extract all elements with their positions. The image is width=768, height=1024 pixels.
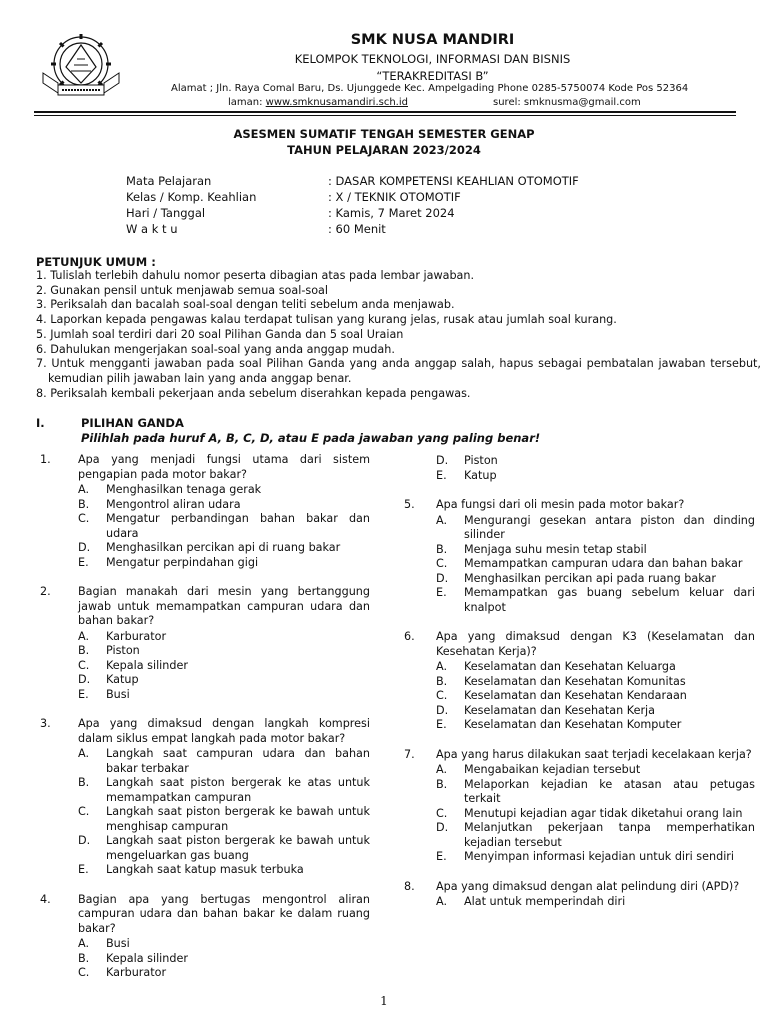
option-text: Langkah saat campuran udara dan bahan bakar terbakar <box>106 747 370 775</box>
option <box>78 966 370 981</box>
option-list <box>436 895 755 910</box>
option <box>78 673 370 688</box>
option <box>78 834 370 863</box>
option-text: Karburator <box>106 966 167 979</box>
option-letter: D. <box>436 454 449 467</box>
option <box>436 778 755 807</box>
option-letter: A. <box>436 895 448 908</box>
option-letter: E. <box>436 850 447 863</box>
option <box>436 543 755 558</box>
web-label: laman: <box>228 97 263 108</box>
info-label: Hari / Tanggal <box>126 206 206 220</box>
instruction-item: 2. Gunakan pensil untuk menjawab semua soal-soal <box>36 283 329 297</box>
option-text: Katup <box>106 673 139 686</box>
option-text: Mengabaikan kejadian tersebut <box>464 763 641 776</box>
option-text: Mengontrol aliran udara <box>106 497 241 511</box>
option <box>78 556 370 571</box>
option <box>436 469 755 484</box>
email-text: surel: smknusma@gmail.com <box>493 97 641 108</box>
option-letter: E. <box>436 718 447 731</box>
question-number: 3. <box>40 717 51 730</box>
option-letter: B. <box>436 542 448 556</box>
option-text: Memampatkan campuran udara dan bahan bakar <box>464 557 743 570</box>
option-text: Langkah saat piston bergerak ke bawah untuk menghisap campuran <box>106 805 370 833</box>
instruction-item: 8. Periksalah kembali pekerjaan anda sebelum diserahkan kepada pengawas. <box>36 386 471 400</box>
option-text: Keselamatan dan Kesehatan Komunitas <box>464 674 686 688</box>
questions-left-column <box>36 453 370 981</box>
option-letter: C. <box>78 805 90 818</box>
school-contact <box>228 96 748 109</box>
info-value: : DASAR KOMPETENSI KEAHLIAN OTOMOTIF <box>328 174 579 188</box>
option-list <box>436 514 755 616</box>
option-letter: A. <box>436 513 448 527</box>
option-list <box>78 937 370 981</box>
option-letter: B. <box>78 776 90 789</box>
option-text: Menjaga suhu mesin tetap stabil <box>464 542 647 556</box>
option-text: Mengurangi gesekan antara piston dan dinding silinder <box>464 513 755 541</box>
option <box>78 776 370 805</box>
option-text: Katup <box>464 468 497 482</box>
option-letter: A. <box>436 763 448 776</box>
info-row <box>126 206 686 222</box>
instructions-list <box>36 269 761 401</box>
question-text: Bagian apa yang bertugas mengontrol aliran campuran udara dan bahan bakar ke dalam ruang bakar? <box>78 892 370 935</box>
option-letter: B. <box>78 644 90 657</box>
option <box>436 514 755 543</box>
school-group: KELOMPOK TEKNOLOGI, INFORMASI DAN BISNIS <box>294 52 571 66</box>
school-logo <box>38 31 124 101</box>
question-text: Bagian manakah dari mesin yang bertanggung jawab untuk memampatkan campuran udara dan bahan bakar? <box>78 585 370 627</box>
option-letter: D. <box>78 834 91 847</box>
question <box>400 748 755 865</box>
option-text: Keselamatan dan Kesehatan Komputer <box>464 718 682 731</box>
question <box>400 498 755 615</box>
option <box>436 704 755 719</box>
question <box>400 880 755 910</box>
option <box>78 863 370 878</box>
option <box>78 805 370 834</box>
option-text: Langkah saat piston bergerak ke atas untuk memampatkan campuran <box>106 776 370 804</box>
option <box>436 850 755 865</box>
option-text: Keselamatan dan Kesehatan Kerja <box>464 703 656 717</box>
option-letter: D. <box>436 821 449 834</box>
info-value: : 60 Menit <box>328 222 386 236</box>
option-text: Karburator <box>106 629 167 643</box>
option-letter: C. <box>78 966 90 979</box>
option-text: Kepala silinder <box>106 951 188 965</box>
section-title: PILIHAN GANDA <box>81 416 184 430</box>
question-number: 5. <box>404 498 415 511</box>
option <box>78 937 370 952</box>
option-text: Menghasilkan percikan api pada ruang bakar <box>464 571 716 585</box>
instruction-item: 3. Periksalah dan bacalah soal-soal dengan teliti sebelum anda menjawab. <box>36 298 455 312</box>
page-number: 1 <box>380 994 388 1008</box>
option <box>78 498 370 513</box>
info-label: Mata Pelajaran <box>126 174 212 188</box>
option <box>78 644 370 659</box>
option-text: Melaporkan kejadian ke atasan atau petugas terkait <box>464 777 755 805</box>
question <box>36 893 370 981</box>
question <box>36 585 370 702</box>
option-letter: C. <box>436 806 448 820</box>
question-text: Apa yang dimaksud dengan K3 (Keselamatan dan Kesehatan Kerja)? <box>436 630 755 658</box>
instructions-heading: PETUNJUK UMUM : <box>36 255 156 269</box>
school-accreditation: “TERAKREDITASI B” <box>376 69 489 83</box>
instruction-item: 1. Tulislah terlebih dahulu nomor peserta dibagian atas pada lembar jawaban. <box>36 269 475 282</box>
option <box>78 630 370 645</box>
option <box>78 659 370 674</box>
question-number: 8. <box>404 879 415 893</box>
question-text: Apa yang menjadi fungsi utama dari sistem pengapian pada motor bakar? <box>78 453 370 481</box>
option-letter: D. <box>436 571 449 585</box>
option <box>78 541 370 556</box>
instruction-item: 7. Untuk mengganti jawaban pada soal Pilihan Ganda yang anda anggap salah, hapus sebagai pembatalan jawaban tersebut, kemudian pilih jawaban lain yang anda anggap benar. <box>36 357 761 385</box>
option <box>436 454 755 469</box>
option-text: Alat untuk memperindah diri <box>464 895 626 908</box>
option-text: Menghasilkan percikan api di ruang bakar <box>106 541 341 554</box>
instruction-item: 4. Laporkan kepada pengawas kalau terdapat tulisan yang kurang jelas, rusak atau jumlah soal kurang. <box>36 313 617 327</box>
option-text: Kepala silinder <box>106 658 188 672</box>
option-letter: B. <box>436 777 448 791</box>
question-number: 7. <box>404 747 415 761</box>
exam-year: TAHUN PELAJARAN 2023/2024 <box>287 143 481 157</box>
option <box>436 586 755 615</box>
option-letter: A. <box>436 660 448 673</box>
option-list <box>436 763 755 865</box>
option <box>436 763 755 778</box>
header-rule-thin <box>34 115 736 116</box>
option-letter: B. <box>78 951 90 965</box>
questions-right-column <box>400 453 755 910</box>
option <box>436 718 755 733</box>
option <box>436 675 755 690</box>
question-number: 2. <box>40 585 51 598</box>
info-row <box>126 174 686 190</box>
info-value: : Kamis, 7 Maret 2024 <box>328 206 455 220</box>
instruction-item: 5. Jumlah soal terdiri dari 20 soal Pilihan Ganda dan 5 soal Uraian <box>36 327 404 341</box>
question-text: Apa yang dimaksud dengan alat pelindung diri (APD)? <box>436 879 740 893</box>
question-text: Apa yang harus dilakukan saat terjadi kecelakaan kerja? <box>436 747 752 761</box>
instruction-item: 6. Dahulukan mengerjakan soal-soal yang anda anggap mudah. <box>36 342 395 356</box>
section-number: I. <box>36 416 45 430</box>
question <box>36 453 370 570</box>
info-value: : X / TEKNIK OTOMOTIF <box>328 190 461 204</box>
option-letter: B. <box>436 674 448 688</box>
school-name: SMK NUSA MANDIRI <box>350 32 515 48</box>
option-letter: C. <box>436 557 448 570</box>
option-text: Busi <box>106 687 130 701</box>
option-letter: E. <box>436 468 447 482</box>
option-letter: D. <box>436 703 449 717</box>
option-text: Memampatkan gas buang sebelum keluar dari knalpot <box>464 586 755 614</box>
option <box>78 512 370 541</box>
option-text: Langkah saat katup masuk terbuka <box>106 863 304 876</box>
option-text: Keselamatan dan Kesehatan Keluarga <box>464 660 676 673</box>
option <box>436 821 755 850</box>
option-text: Busi <box>106 937 130 950</box>
option <box>436 895 755 910</box>
option-letter: E. <box>78 863 89 876</box>
option-list <box>78 483 370 570</box>
option-letter: A. <box>78 937 90 950</box>
option-list <box>436 660 755 733</box>
option-letter: E. <box>78 555 89 569</box>
option-letter: E. <box>78 687 89 701</box>
option-letter: D. <box>78 541 91 554</box>
question <box>36 717 370 878</box>
section-heading <box>36 416 184 431</box>
option-list <box>78 630 370 703</box>
info-label: Kelas / Komp. Keahlian <box>126 190 257 204</box>
option <box>78 952 370 967</box>
question-number: 6. <box>404 630 415 643</box>
option-letter: A. <box>78 629 90 643</box>
option <box>436 807 755 822</box>
question-text: Apa yang dimaksud dengan langkah kompresi dalam siklus empat langkah pada motor bakar? <box>78 717 370 745</box>
option-letter: D. <box>78 673 91 686</box>
option-letter: C. <box>436 689 448 702</box>
option <box>436 689 755 704</box>
option-text: Menutupi kejadian agar tidak diketahui orang lain <box>464 806 743 820</box>
option-text: Piston <box>106 644 140 657</box>
option-list-continued <box>400 454 755 483</box>
info-label: W a k t u <box>126 222 178 236</box>
info-row <box>126 190 686 206</box>
section-instruction: Pilihlah pada huruf A, B, C, D, atau E pada jawaban yang paling benar! <box>81 431 541 445</box>
option-letter: C. <box>78 658 90 672</box>
option-letter: C. <box>78 512 90 525</box>
web-link[interactable]: www.smknusamandiri.sch.id <box>265 97 408 108</box>
question-number: 4. <box>40 892 51 906</box>
option-text: Piston <box>464 454 498 467</box>
question-text: Apa fungsi dari oli mesin pada motor bakar? <box>436 498 685 511</box>
option-text: Keselamatan dan Kesehatan Kendaraan <box>464 689 687 702</box>
option <box>78 747 370 776</box>
option-letter: E. <box>436 586 447 599</box>
option-text: Menyimpan informasi kejadian untuk diri sendiri <box>464 850 735 863</box>
option-text: Melanjutkan pekerjaan tanpa memperhatikan kejadian tersebut <box>464 821 755 849</box>
option-text: Menghasilkan tenaga gerak <box>106 483 262 496</box>
option-text: Langkah saat piston bergerak ke bawah untuk mengeluarkan gas buang <box>106 834 370 862</box>
exam-title: ASESMEN SUMATIF TENGAH SEMESTER GENAP <box>233 127 535 141</box>
option <box>78 483 370 498</box>
option <box>436 557 755 572</box>
option <box>436 660 755 675</box>
option <box>78 688 370 703</box>
question-number: 1. <box>40 453 51 466</box>
question <box>400 630 755 733</box>
option <box>436 572 755 587</box>
option-letter: A. <box>78 483 90 496</box>
option-letter: B. <box>78 497 90 511</box>
option-text: Mengatur perbandingan bahan bakar dan udara <box>106 512 370 540</box>
option-letter: A. <box>78 747 90 760</box>
option-list <box>78 747 370 878</box>
header-rule-thick <box>34 111 736 113</box>
info-row <box>126 222 686 238</box>
option-text: Mengatur perpindahan gigi <box>106 555 259 569</box>
school-address: Alamat ; Jln. Raya Comal Baru, Ds. Ujunggede Kec. Ampelgading Phone 0285-5750074 Kode Pos 52364 <box>171 83 689 94</box>
